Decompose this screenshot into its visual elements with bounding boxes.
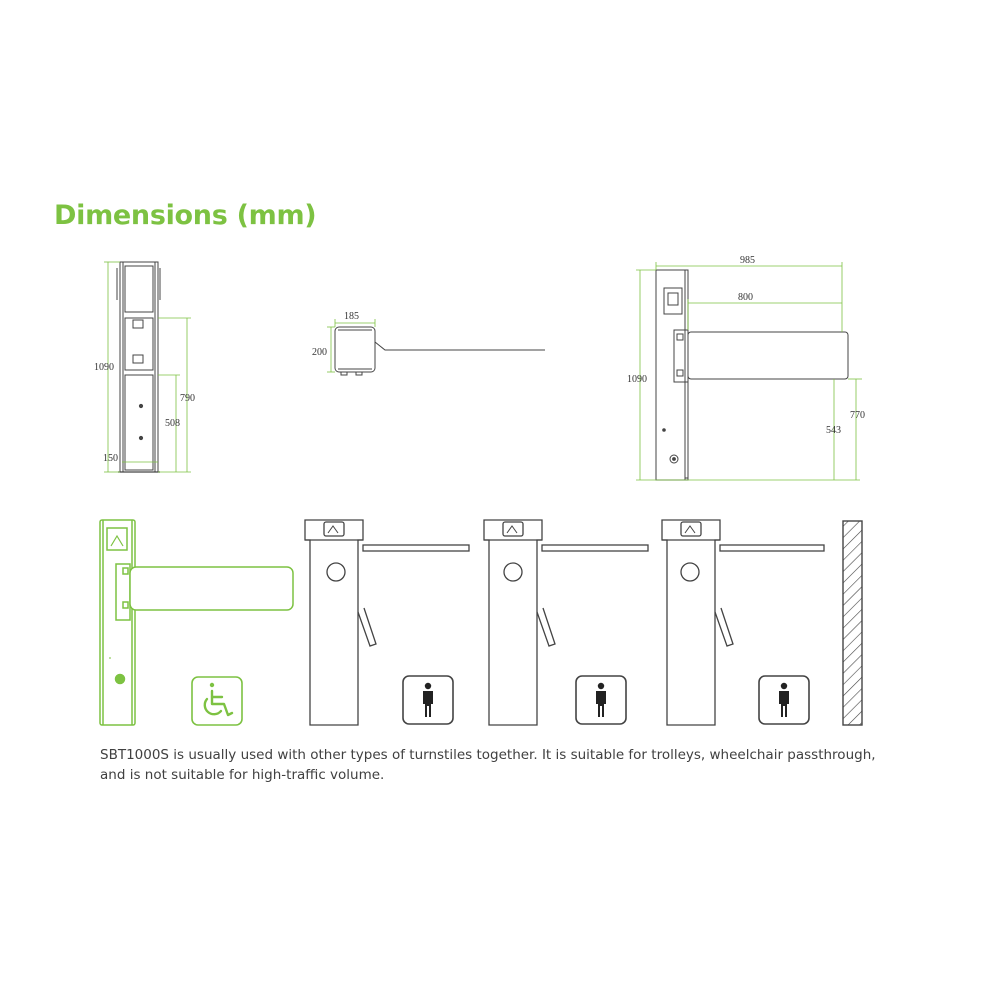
page-title: Dimensions (mm): [54, 200, 317, 231]
side-arm-bottom-height-label: 543: [826, 425, 841, 436]
control-box-width-label: 185: [344, 311, 359, 322]
control-box-height-label: 200: [312, 347, 327, 358]
person-sign: [759, 676, 809, 724]
wheelchair-sign: [192, 677, 242, 725]
side-arm-top-height-label: 770: [850, 410, 865, 421]
hatched-wall: [843, 521, 862, 725]
front-lower-height-label: 508: [165, 418, 180, 429]
front-height-label: 1090: [94, 362, 114, 373]
person-sign: [403, 676, 453, 724]
front-base-width-label: 150: [103, 453, 118, 464]
person-sign: [576, 676, 626, 724]
description-text: SBT1000S is usually used with other types of turnstiles together. It is suitable for trolleys, wheelchair passthrough, and is not suitable for high-traffic volume.: [100, 747, 876, 783]
front-arm-height-label: 790: [180, 393, 195, 404]
front-view: [117, 262, 160, 472]
side-height-label: 1090: [627, 374, 647, 385]
side-total-length-label: 985: [740, 255, 755, 266]
control-box-view: [335, 327, 545, 375]
side-arm-length-label: 800: [738, 292, 753, 303]
